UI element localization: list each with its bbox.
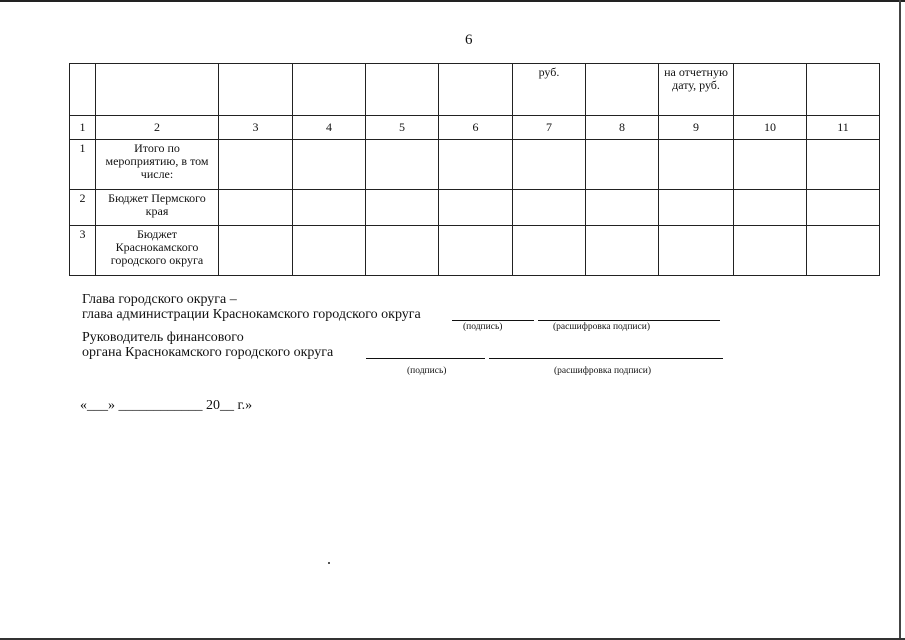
column-number: 11	[807, 116, 880, 140]
row-number: 1	[70, 140, 96, 190]
scan-edge-right	[899, 0, 901, 640]
header-cell	[219, 64, 293, 116]
row-label: Бюджет Пермского края	[96, 190, 219, 226]
column-number: 1	[70, 116, 96, 140]
scan-speck	[328, 562, 330, 564]
signature-line	[452, 320, 534, 321]
row-label: Итого по мероприятию, в том числе:	[96, 140, 219, 190]
header-cell	[366, 64, 439, 116]
header-cell	[807, 64, 880, 116]
header-cell	[439, 64, 513, 116]
header-cell	[96, 64, 219, 116]
signature-caption: (подпись)	[407, 366, 447, 376]
table-row	[70, 226, 880, 276]
header-cell	[734, 64, 807, 116]
column-number: 8	[586, 116, 659, 140]
decode-line	[538, 320, 720, 321]
header-cell: на отчетную дату, руб.	[659, 64, 734, 116]
decode-caption: (расшифровка подписи)	[553, 322, 650, 332]
column-number: 3	[219, 116, 293, 140]
column-number: 7	[513, 116, 586, 140]
signature-line	[366, 358, 485, 359]
row-label: Бюджет Краснокамского городского округа	[96, 226, 219, 276]
page-number: 6	[465, 32, 473, 48]
column-number: 4	[293, 116, 366, 140]
head-title-line2: глава администрации Краснокамского городского округа	[82, 307, 421, 322]
column-number: 5	[366, 116, 439, 140]
signature-caption: (подпись)	[463, 322, 503, 332]
column-number: 2	[96, 116, 219, 140]
table-row	[70, 140, 880, 190]
scan-edge-top	[0, 0, 905, 2]
head-title-line1: Глава городского округа –	[82, 292, 237, 307]
header-cell: руб.	[513, 64, 586, 116]
report-table	[69, 63, 880, 276]
decode-caption: (расшифровка подписи)	[554, 366, 651, 376]
date-line: «___» ____________ 20__ г.»	[80, 398, 253, 413]
finance-title-line2: органа Краснокамского городского округа	[82, 345, 334, 360]
column-number: 10	[734, 116, 807, 140]
header-cell	[293, 64, 366, 116]
table-header-row	[70, 64, 880, 116]
table-numbering-row	[70, 116, 880, 140]
header-cell	[70, 64, 96, 116]
finance-title-line1: Руководитель финансового	[82, 330, 244, 345]
column-number: 6	[439, 116, 513, 140]
table-row	[70, 190, 880, 226]
header-cell	[586, 64, 659, 116]
decode-line	[489, 358, 723, 359]
column-number: 9	[659, 116, 734, 140]
row-number: 3	[70, 226, 96, 276]
row-number: 2	[70, 190, 96, 226]
